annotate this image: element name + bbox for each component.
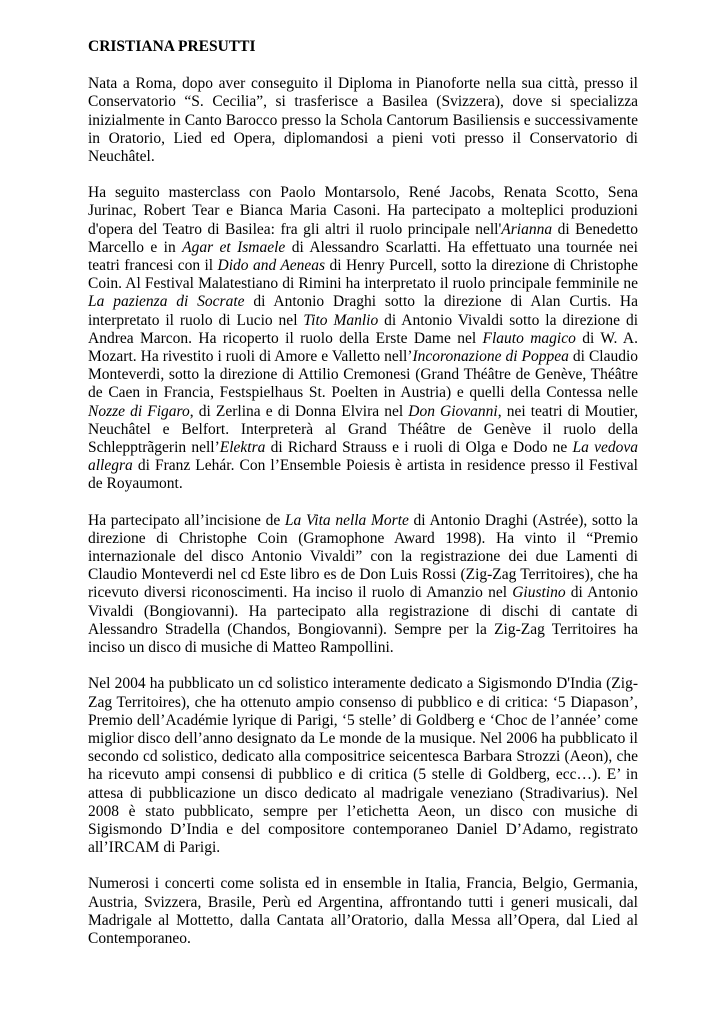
italic-title-text: La pazienza di Socrate [88, 293, 245, 311]
paragraph-text: Numerosi i concerti come solista ed in ensemble in Italia, Francia, Belgio, Germania, Austria, Svizzera, Brasile, Perù ed Argentina, affrontando tutti i generi musicali, dal Madrigale al Mottetto, dalla Cantata all’Oratorio, dalla Messa all’Opera, dal Lied al Contemporaneo. [88, 875, 638, 947]
paragraph [88, 75, 638, 166]
paragraph-text: di Alessandro Scarlatti. Ha effettuato una tournée nei teatri francesi con il [88, 238, 638, 275]
paragraph-text: di Antonio Vivaldi sotto la direzione di Andrea Marcon. Ha ricoperto il ruolo della Erste Dame nel [88, 311, 639, 347]
paragraph [88, 675, 638, 857]
italic-title-text: Elektra [219, 439, 266, 457]
italic-title-text: La vedova allegra [88, 439, 638, 475]
italic-title-text: Incoronazione di Poppea [412, 348, 569, 366]
document-page [88, 38, 638, 966]
paragraph-text: Ha partecipato all’incisione de [88, 511, 285, 529]
paragraph [88, 875, 638, 948]
italic-title-text: La Vita nella Morte [284, 511, 409, 529]
document-title: CRISTIANA PRESUTTI [88, 38, 256, 55]
paragraph-text: di Richard Strauss e i ruoli di Olga e Dodo ne [265, 439, 573, 457]
paragraph-text: di Antonio Vivaldi (Bongiovanni). Ha partecipato alla registrazione di dischi di cantate di Alessandro Stradella (Chandos, Bongiovanni). Sempre per la Zig-Zag Territoires ha inciso un disco di musiche di Matteo Rampollini. [88, 584, 638, 657]
paragraph-text: , nei teatri di Moutier, Neuchâtel e Belfort. Interpreterà al Grand Théâtre de Genève il ruolo della Schlepptrãgerin nell’ [88, 402, 638, 457]
italic-title-text: Flauto magico [482, 329, 576, 347]
paragraph-text: di Claudio Monteverdi, sotto la direzione di Attilio Cremonesi (Grand Théâtre de Genève, Théâtre de Caen in Francia, Festspielhaus St. Poelten in Austria) e quelli della Contessa nelle [88, 348, 639, 402]
paragraph-text: di W. A. Mozart. Ha rivestito i ruoli di Amore e Valletto nell’ [88, 329, 638, 366]
italic-title-text: Agar et Ismaele [182, 238, 286, 256]
paragraph-text: Nata a Roma, dopo aver conseguito il Diploma in Pianoforte nella sua città, presso il Conservatorio “S. Cecilia”, si trasferisce a Basilea (Svizzera), dove si specializza inizialmente in Canto Barocco presso la Schola Cantorum Basiliensis e successivamente in Oratorio, Lied ed Opera, diplomandosi a pieni voti presso il Conservatorio di Neuchâtel. [88, 75, 638, 166]
paragraph [88, 512, 638, 658]
italic-title-text: Dido and Aeneas [217, 257, 326, 275]
paragraph-text: di Antonio Draghi (Astrée), sotto la direzione di Christophe Coin (Gramophone Award 1998). Ha vinto il “Premio internazionale del disco Antonio Vivaldi” con la registrazione dei due Lamenti di Claudio Monteverdi nel cd Este libro es de Don Luis Rossi (Zig-Zag Territoires), che ha ricevuto diversi riconoscimenti. Ha inciso il ruolo di Amanzio nel [88, 511, 638, 602]
italic-title-text: Nozze di Figaro [88, 402, 190, 420]
paragraph-text: di Franz Lehár. Con l’Ensemble Poiesis è artista in residence presso il Festival de Royaumont. [88, 457, 638, 493]
paragraph-text: Nel 2004 ha pubblicato un cd solistico interamente dedicato a Sigismondo D'India (Zig-Zag Territoires), che ha ottenuto ampio consenso di pubblico e di critica: ‘5 Diapason’, Premio dell’Académie lyrique di Parigi, ‘5 stelle’ di Goldberg e ‘Choc de l’année’ come miglior disco dell’anno designato da Le monde de la musique. Nel 2006 ha pubblicato il secondo cd solistico, dedicato alla compositrice seicentesca Barbara Strozzi (Aeon), che ha ricevuto ampi consensi di pubblico e di critica (5 stelle di Goldberg, ecc…). E’ in attesa di pubblicazione un disco dedicato al madrigale veneziano (Stradivarius). Nel 2008 è stato pubblicato, sempre per l’etichetta Aeon, un disco con musiche di Sigismondo D’India e del compositore contemporaneo Daniel D’Adamo, registrato all’IRCAM di Parigi. [88, 675, 638, 857]
paragraph-text: di Antonio Draghi sotto la direzione di Alan Curtis. Ha interpretato il ruolo di Lucio nel [88, 293, 639, 329]
paragraph-text: , di Zerlina e di Donna Elvira nel [189, 402, 409, 420]
italic-title-text: Tito Manlio [303, 311, 379, 329]
document-body [88, 75, 638, 948]
italic-title-text: Arianna [501, 220, 553, 238]
italic-title-text: Don Giovanni [408, 402, 498, 420]
paragraph-text: di Henry Purcell, sotto la direzione di Christophe Coin. Al Festival Malatestiano di Rimini ha interpretato il ruolo principale femminile ne [88, 257, 638, 293]
paragraph-text: Ha seguito masterclass con Paolo Montarsolo, René Jacobs, Renata Scotto, Sena Jurinac, Robert Tear e Bianca Maria Casoni. Ha partecipato a molteplici produzioni d'opera del Teatro di Basilea: fra gli altri il ruolo principale nell' [88, 184, 638, 238]
paragraph-text: di Benedetto Marcello e in [88, 220, 638, 256]
paragraph [88, 184, 638, 493]
italic-title-text: Giustino [512, 584, 566, 602]
